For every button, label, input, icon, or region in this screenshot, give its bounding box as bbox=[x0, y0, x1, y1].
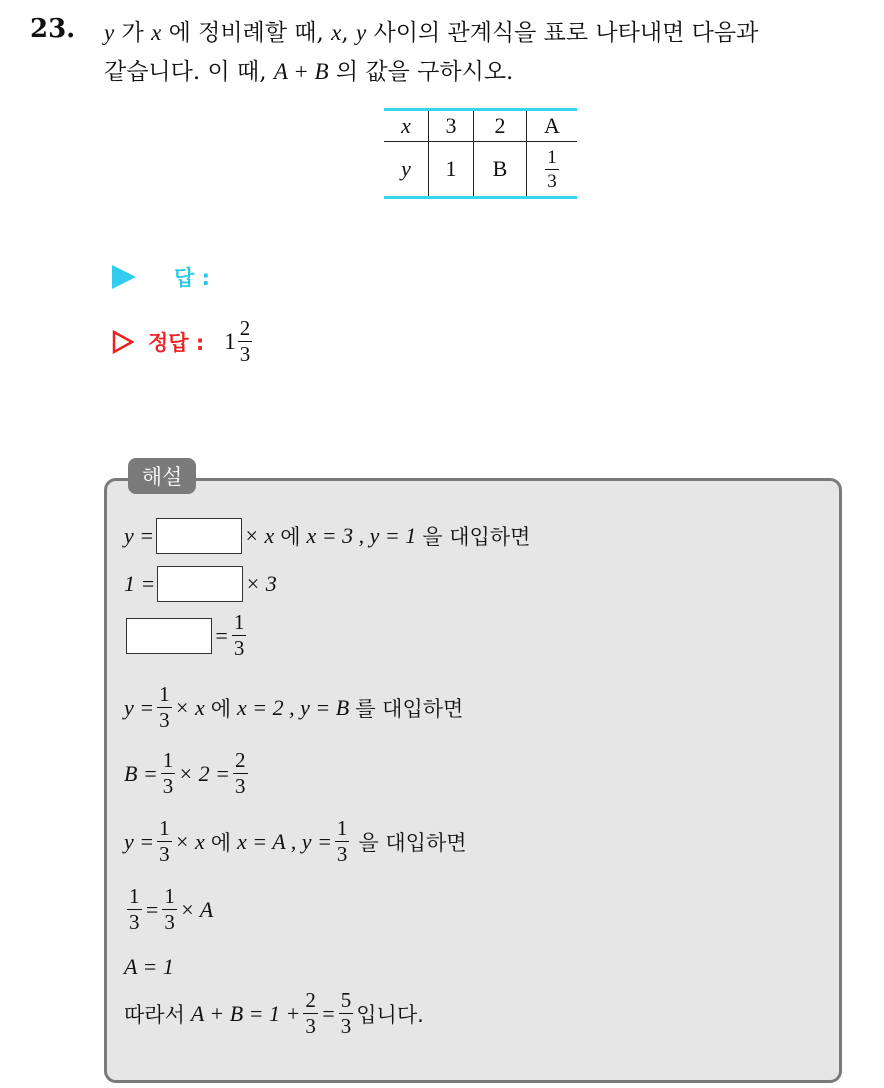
fraction bbox=[157, 818, 172, 865]
numerator: 2 bbox=[305, 988, 316, 1012]
fraction bbox=[335, 818, 350, 865]
solution-line-2 bbox=[124, 566, 277, 602]
text: 따라서 bbox=[124, 1002, 185, 1027]
expr: x = A , y = bbox=[237, 828, 332, 854]
correct-answer-label: 정답 : bbox=[148, 330, 205, 355]
text: 에 bbox=[280, 525, 301, 549]
text: 을 대입하면 bbox=[422, 525, 531, 549]
numerator: 2 bbox=[239, 316, 251, 340]
expr: × x bbox=[244, 523, 275, 548]
var-x: x bbox=[151, 20, 162, 45]
solution-tab: 해설 bbox=[128, 458, 196, 494]
expr: 1 = bbox=[124, 571, 156, 596]
expr: A = 1 bbox=[124, 954, 174, 979]
solution-line-1 bbox=[124, 518, 530, 554]
solution-line-8 bbox=[124, 954, 174, 980]
answer-row bbox=[112, 262, 210, 292]
numerator: 1 bbox=[159, 682, 170, 706]
outline-triangle-icon bbox=[112, 330, 134, 354]
expr: A + B = 1 + bbox=[190, 1000, 301, 1026]
numerator: 1 bbox=[162, 748, 174, 772]
q-text: , bbox=[341, 20, 349, 46]
table-cell: 1 bbox=[429, 142, 474, 198]
denominator: 3 bbox=[239, 342, 251, 366]
blank-box bbox=[126, 618, 212, 654]
solution-line-4 bbox=[124, 684, 463, 731]
denominator: 3 bbox=[164, 910, 175, 934]
denominator: 3 bbox=[336, 842, 348, 866]
denominator: 3 bbox=[305, 1014, 316, 1038]
solution-line-9 bbox=[124, 990, 424, 1037]
var-y: y bbox=[104, 20, 115, 45]
denominator: 3 bbox=[547, 170, 557, 192]
blank-box bbox=[157, 566, 243, 602]
var-x: x bbox=[331, 20, 342, 45]
expr: × 3 bbox=[245, 571, 277, 596]
question-line-2 bbox=[104, 57, 513, 87]
denominator: 3 bbox=[233, 636, 245, 660]
numerator: 1 bbox=[129, 884, 140, 908]
denominator: 3 bbox=[159, 708, 170, 732]
var-y: y bbox=[356, 20, 367, 45]
q-text: 가 bbox=[121, 20, 144, 46]
q-text: 의 값을 구하시오. bbox=[335, 59, 514, 85]
fraction bbox=[233, 750, 248, 797]
expr: = bbox=[214, 622, 229, 648]
numerator: 5 bbox=[340, 988, 352, 1012]
expr: = bbox=[320, 1000, 336, 1026]
numerator: 1 bbox=[233, 610, 245, 634]
expr: y = bbox=[124, 828, 155, 854]
table-cell: A bbox=[527, 110, 578, 142]
expr: B = bbox=[124, 760, 158, 786]
expr: × 2 = bbox=[178, 760, 230, 786]
text: 을 대입하면 bbox=[358, 830, 467, 855]
q-text: 같습니다. 이 때, bbox=[104, 59, 267, 85]
fraction bbox=[157, 684, 172, 731]
numerator: 2 bbox=[235, 748, 246, 772]
expr: × x bbox=[174, 694, 205, 720]
answer-label: 답 : bbox=[174, 266, 210, 290]
table-cell: x bbox=[384, 110, 429, 142]
denominator: 3 bbox=[235, 774, 246, 798]
numerator: 1 bbox=[159, 816, 170, 840]
expr: × A bbox=[179, 896, 214, 922]
table-row bbox=[384, 142, 577, 198]
table-cell: 2 bbox=[474, 110, 527, 142]
table-cell: y bbox=[401, 156, 411, 181]
denominator: 3 bbox=[340, 1014, 352, 1038]
q-text: 에 정비례할 때, bbox=[168, 20, 324, 46]
play-triangle-icon bbox=[112, 265, 136, 289]
expr-a-plus-b: A + B bbox=[273, 59, 329, 84]
expr: = bbox=[144, 896, 160, 922]
question-number: 23. bbox=[30, 14, 76, 44]
fraction bbox=[238, 318, 253, 365]
fraction bbox=[545, 148, 559, 191]
expr: y = bbox=[124, 694, 155, 720]
denominator: 3 bbox=[162, 774, 174, 798]
text: 에 bbox=[210, 696, 232, 721]
fraction bbox=[339, 990, 354, 1037]
value-table bbox=[384, 108, 577, 199]
expr: x = 3 , y = 1 bbox=[306, 523, 417, 548]
fraction bbox=[232, 612, 247, 659]
expr: y = bbox=[124, 523, 155, 548]
numerator: 1 bbox=[547, 146, 557, 168]
denominator: 3 bbox=[159, 842, 170, 866]
table-cell bbox=[527, 142, 578, 198]
solution-line-7 bbox=[124, 886, 213, 933]
numerator: 1 bbox=[164, 884, 175, 908]
expr: x = 2 , y = B bbox=[237, 694, 350, 720]
fraction bbox=[162, 886, 177, 933]
fraction bbox=[303, 990, 318, 1037]
text: 입니다. bbox=[356, 1002, 424, 1027]
whole-part: 1 bbox=[224, 328, 236, 354]
table-cell: B bbox=[474, 142, 527, 198]
denominator: 3 bbox=[129, 910, 140, 934]
text: 에 bbox=[210, 830, 232, 855]
question-line-1 bbox=[104, 18, 758, 48]
text: 를 대입하면 bbox=[355, 696, 464, 721]
solution-line-3 bbox=[124, 612, 249, 659]
fraction bbox=[161, 750, 176, 797]
solution-line-6 bbox=[124, 818, 467, 865]
solution-line-5 bbox=[124, 750, 251, 797]
correct-answer-row bbox=[112, 318, 252, 365]
numerator: 1 bbox=[336, 816, 348, 840]
q-text: 사이의 관계식을 표로 나타내면 다음과 bbox=[373, 20, 759, 46]
expr: × x bbox=[174, 828, 205, 854]
table-row bbox=[384, 110, 577, 142]
correct-answer-value bbox=[224, 318, 252, 365]
table-cell: 3 bbox=[429, 110, 474, 142]
blank-box bbox=[156, 518, 242, 554]
fraction bbox=[127, 886, 142, 933]
